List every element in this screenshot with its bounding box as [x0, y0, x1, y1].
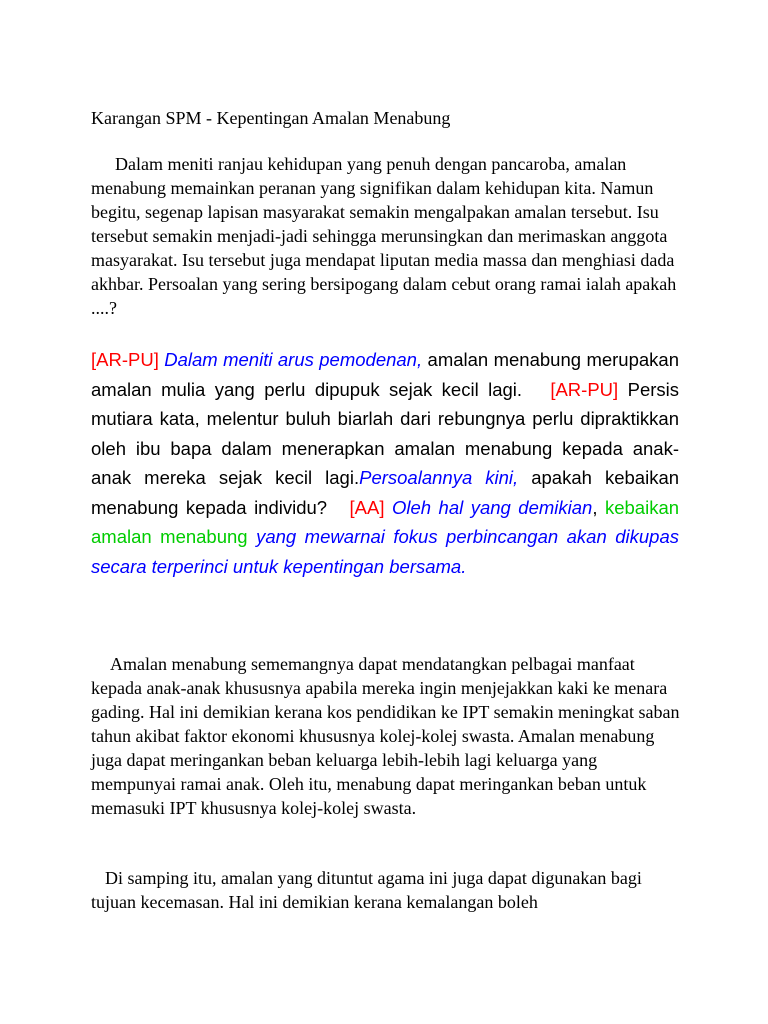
paragraph-body-1: Amalan menabung sememangnya dapat mendatangkan pelbagai manfaat kepada anak-anak khususnya apabila mereka ingin menjejakkan kaki ke menara gading. Hal ini demikian kerana kos pendidikan ke IPT semakin meningkat saban tahun akibat faktor ekonomi khususnya kolej-kolej swasta. Amalan menabung juga dapat meringankan beban keluarga lebih-lebih lagi keluarga yang mempunyai ramai anak. Oleh itu, menabung dapat meringankan beban untuk memasuki IPT khususnya kolej-kolej swasta. [91, 654, 680, 818]
tag-ar-pu-2: [AR-PU] [550, 378, 619, 400]
document-title: Karangan SPM - Kepentingan Amalan Menabung [91, 108, 451, 128]
paragraph-intro-context: Dalam meniti ranjau kehidupan yang penuh dengan pancaroba, amalan menabung memainkan peranan yang signifikan dalam kehidupan kita. Namun begitu, segenap lapisan masyarakat semakin mengalpakan amalan tersebut. Isu tersebut semakin menjadi-jadi sehingga merunsingkan dan merimaskan anggota masyarakat. Isu tersebut juga mendapat liputan media massa dan menghiasi dada akhbar. Persoalan yang sering bersipogang dalam cebut orang ramai ialah apakah ....? [91, 154, 677, 318]
tag-ar-pu: [AR-PU] [91, 349, 159, 370]
paragraph-body-2: Di samping itu, amalan yang dituntut agama ini juga dapat digunakan bagi tujuan kecemasan. Hal ini demikian kerana kemalangan boleh [91, 868, 642, 912]
intro-phrase-4: yang mewarnai fokus perbincangan akan dikupas secara terperinci untuk kepentingan bersama. [91, 526, 680, 577]
intro-text-2: Persis mutiara kata, melentur buluh biarlah dari rebungnya perlu dipraktikkan oleh ibu bapa dalam menerapkan amalan menabung kepada anak-anak mereka sejak kecil lagi. [91, 378, 680, 488]
intro-phrase: Dalam meniti arus pemodenan, [164, 349, 423, 370]
paragraph-introduction [91, 345, 679, 581]
intro-phrase-3: Oleh hal yang demikian [392, 496, 593, 518]
intro-comma: , [592, 496, 598, 518]
intro-text: amalan menabung merupakan amalan mulia yang perlu dipupuk sejak kecil lagi. [91, 349, 680, 400]
intro-phrase-2: Persoalannya kini, [359, 467, 519, 488]
intro-focus-keyword: kebaikan amalan menabung [91, 496, 680, 547]
intro-text-3: apakah kebaikan menabung kepada individu? [91, 467, 680, 518]
tag-aa: [AA] [349, 496, 385, 518]
